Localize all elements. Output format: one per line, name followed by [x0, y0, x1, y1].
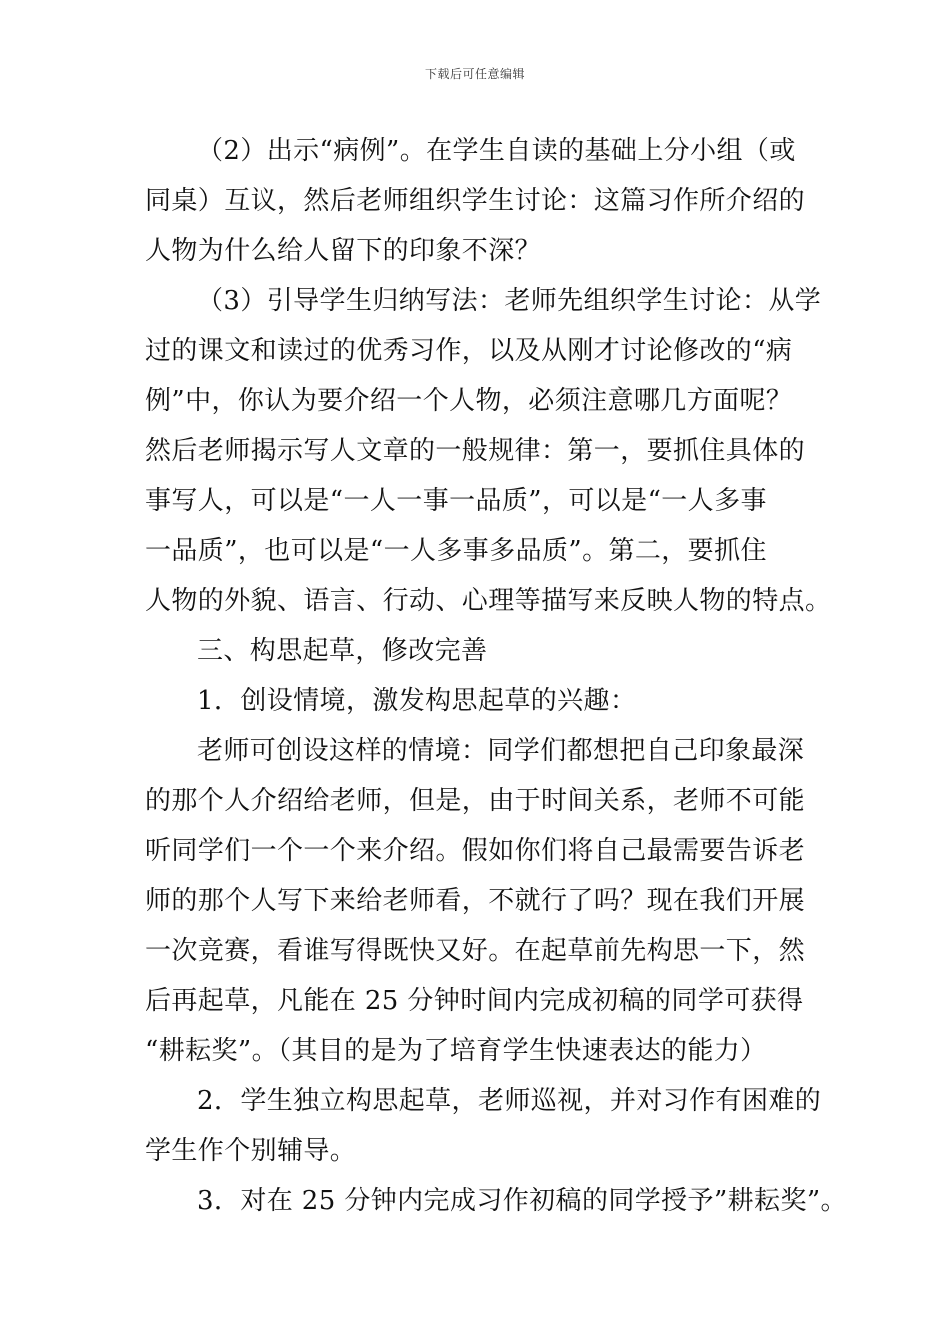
paragraph-line: “耕耘奖”。（其目的是为了培育学生快速表达的能力） [145, 1036, 767, 1066]
paragraph-line: 听同学们一个一个来介绍。假如你们将自己最需要告诉老 [145, 836, 806, 866]
paragraph-line: 学生作个别辅导。 [145, 1136, 357, 1166]
paragraph-line: 事写人，可以是“一人一事一品质”，可以是“一人多事 [145, 486, 767, 516]
paragraph-line: 例”中，你认为要介绍一个人物，必须注意哪几方面呢？ [145, 386, 793, 416]
document-body [145, 126, 847, 1226]
paragraph-line: 一次竞赛，看谁写得既快又好。在起草前先构思一下，然 [145, 936, 806, 966]
list-item-line: 3．对在 25 分钟内完成习作初稿的同学授予”耕耘奖”。 [197, 1186, 847, 1216]
list-item-line: 2．学生独立构思起草，老师巡视，并对习作有困难的 [197, 1086, 822, 1116]
section-heading: 三、构思起草，修改完善 [197, 636, 488, 666]
paragraph-line: 师的那个人写下来给老师看，不就行了吗？现在我们开展 [145, 886, 806, 916]
paragraph-line: 后再起草，凡能在 25 分钟时间内完成初稿的同学可获得 [145, 986, 804, 1016]
paragraph-line: （3）引导学生归纳写法：老师先组织学生讨论：从学 [197, 286, 822, 316]
paragraph-line: 人物为什么给人留下的印象不深？ [145, 236, 542, 266]
paragraph-line: 然后老师揭示写人文章的一般规律：第一，要抓住具体的 [145, 436, 806, 466]
paragraph-line: （2）出示“病例”。在学生自读的基础上分小组（或 [197, 136, 796, 166]
paragraph-line: 同桌）互议，然后老师组织学生讨论：这篇习作所介绍的 [145, 186, 806, 216]
paragraph-line: 过的课文和读过的优秀习作，以及从刚才讨论修改的“病 [145, 336, 793, 366]
paragraph-line: 人物的外貌、语言、行动、心理等描写来反映人物的特点。 [145, 586, 832, 616]
list-item-heading: 1．创设情境，激发构思起草的兴趣： [197, 686, 637, 716]
paragraph-line: 老师可创设这样的情境：同学们都想把自己印象最深 [197, 736, 805, 766]
paragraph-line: 的那个人介绍给老师，但是，由于时间关系，老师不可能 [145, 786, 806, 816]
paragraph-line: 一品质”，也可以是“一人多事多品质”。第二，要抓住 [145, 536, 767, 566]
page-header: 下载后可任意编辑 [424, 67, 525, 81]
